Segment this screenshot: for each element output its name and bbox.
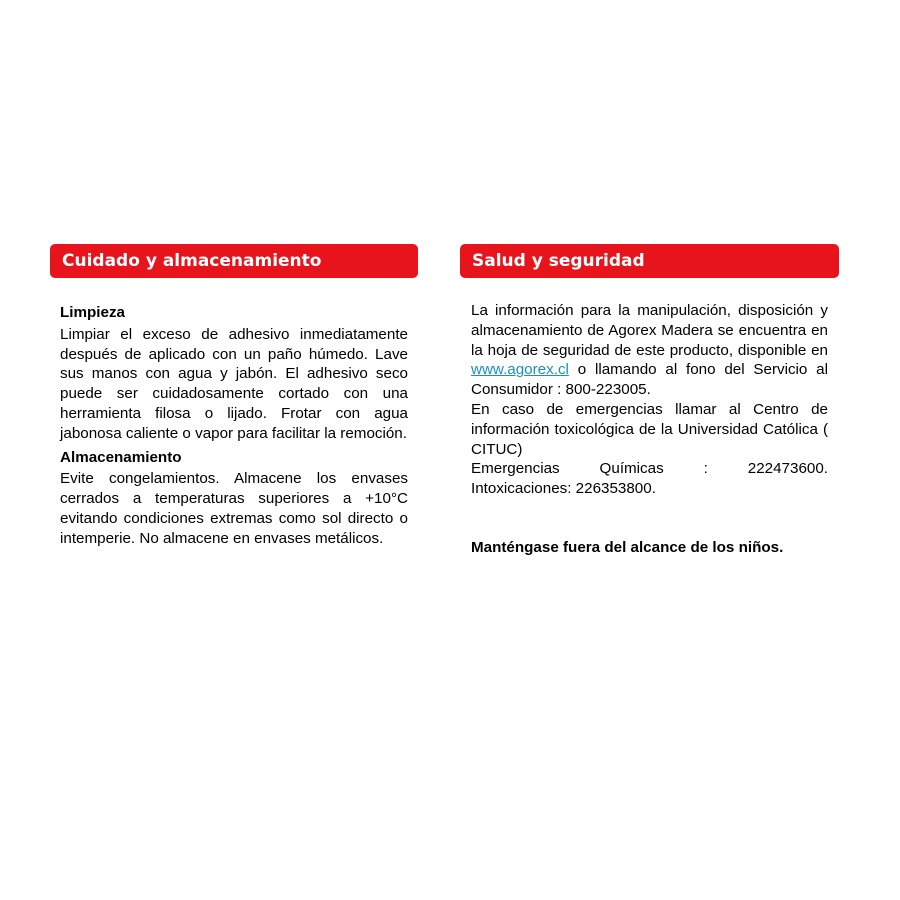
limpieza-title: Limpieza: [60, 304, 125, 321]
intoxicaciones: Intoxicaciones: 226353800.: [471, 480, 656, 498]
limpieza-text: Limpiar el exceso de adhesivo inmediatamente después de aplicado con un paño húmedo. Lave sus manos con agua y jabón. El adhesivo seco puede ser cuidadosamente cortado con una herramienta filosa o lijado. Frotar con agua jabonosa caliente o vapor para facilitar la remoción.: [60, 325, 408, 442]
agorex-website-link[interactable]: www.agorex.cl: [471, 361, 569, 379]
health-safety-section: [460, 244, 839, 558]
safety-info-paragraph: [471, 301, 828, 400]
safety-info-after-link: o llamando al fono del Servicio al Consumidor : 800-223005.: [471, 361, 828, 399]
safety-info-before-link: La información para la manipulación, disposición y almacenamiento de Agorex Madera se encuentra en la hoja de seguridad de este producto, disponible en: [471, 302, 828, 359]
emergencias-quimicas: Emergencias Químicas : 222473600.: [471, 460, 828, 478]
almacenamiento-text: Evite congelamientos. Almacene los envases cerrados a temperaturas superiores a +10°C evitando condiciones extremas como sol directo o intemperie. No almacene en envases metálicos.: [60, 470, 408, 547]
care-storage-section: [50, 244, 418, 549]
almacenamiento-title: Almacenamiento: [60, 448, 182, 466]
health-safety-body: [460, 301, 839, 558]
care-storage-header: Cuidado y almacenamiento: [50, 244, 418, 278]
child-safety-warning: Manténgase fuera del alcance de los niños.: [471, 538, 784, 556]
emergency-text: En caso de emergencias llamar al Centro de información toxicológica de la Universidad Católica ( CITUC): [471, 400, 828, 458]
care-storage-body: [50, 303, 418, 549]
health-safety-header: Salud y seguridad: [460, 244, 839, 278]
